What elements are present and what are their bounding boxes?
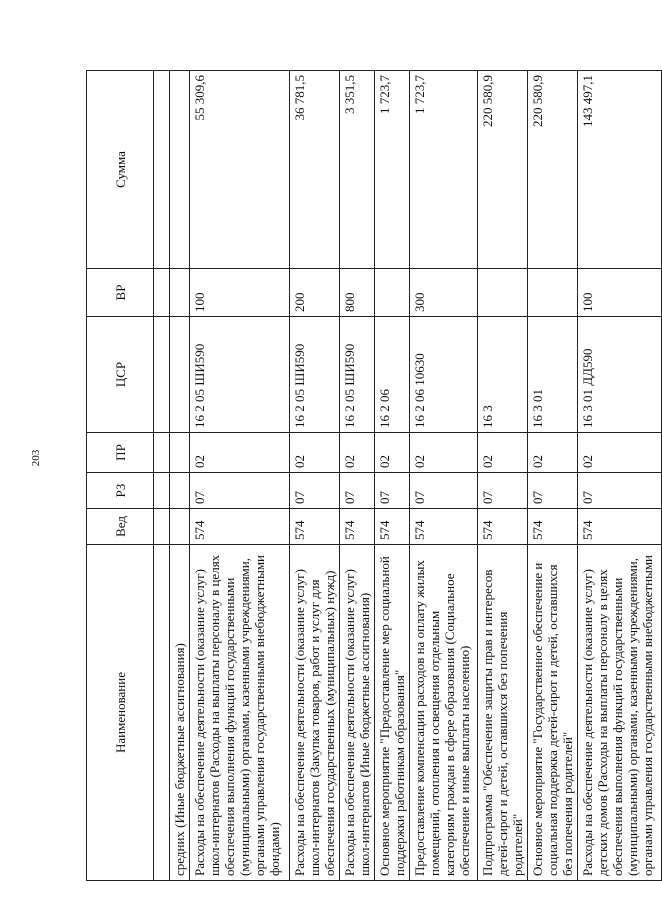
cell-csr: 16 2 06 <box>375 317 410 433</box>
cell-rz <box>170 473 190 509</box>
cell-rz: 07 <box>410 473 478 509</box>
table-header-row <box>87 71 154 881</box>
table-row <box>410 71 478 881</box>
cell-sum: 55 309,6 <box>190 71 290 269</box>
cell-ved: 574 <box>340 509 375 545</box>
cell-pr: 02 <box>290 433 340 473</box>
cell-rz: 07 <box>528 473 578 509</box>
cell-csr: 16 3 <box>478 317 528 433</box>
cell-pr: 02 <box>340 433 375 473</box>
table-row <box>375 71 410 881</box>
table-row <box>478 71 528 881</box>
header-sum: Сумма <box>87 71 154 269</box>
cell-csr <box>170 317 190 433</box>
header-rz: РЗ <box>87 473 154 509</box>
cell-rz: 07 <box>478 473 528 509</box>
cell-sum <box>170 71 190 269</box>
cell-name: Расходы на обеспечение деятельности (оказание услуг) школ-интернатов (Закупка товаров, работ и услуг для обеспечения государственных (муниципальных) нужд) <box>290 545 340 881</box>
budget-table <box>86 70 662 881</box>
header-pr: ПР <box>87 433 154 473</box>
cell-pr: 02 <box>528 433 578 473</box>
cell-vr: 300 <box>410 269 478 317</box>
cell-vr <box>375 269 410 317</box>
cell-pr: 02 <box>478 433 528 473</box>
cell-ved <box>170 509 190 545</box>
cell-pr: 02 <box>190 433 290 473</box>
table-row <box>340 71 375 881</box>
rotated-table-container <box>86 71 655 881</box>
table-row <box>290 71 340 881</box>
cell-name: Основное мероприятие "Государственное обеспечение и социальная поддержка детей-сирот и детей, оставшихся без попечения родителей" <box>528 545 578 881</box>
cell-name: Расходы на обеспечение деятельности (оказание услуг) школ-интернатов (Иные бюджетные ассигнования) <box>340 545 375 881</box>
cell-pr: 02 <box>375 433 410 473</box>
cell-ved: 574 <box>578 509 662 545</box>
cell-rz: 07 <box>375 473 410 509</box>
table-row <box>528 71 578 881</box>
cell-ved: 574 <box>410 509 478 545</box>
table-row <box>578 71 662 881</box>
cell-sum: 36 781,5 <box>290 71 340 269</box>
cell-sum: 220 580,9 <box>478 71 528 269</box>
cell-ved: 574 <box>528 509 578 545</box>
cell-name: Расходы на обеспечение деятельности (оказание услуг) детских домов (Расходы на выплаты персоналу в целях обеспечения выполнения функций государственными (муниципальными) органами, казенными учреждениями, органами управления государственными внебюджетными <box>578 545 662 881</box>
cell-csr: 16 2 05 ШИ590 <box>290 317 340 433</box>
cell-pr <box>170 433 190 473</box>
cell-pr: 02 <box>410 433 478 473</box>
cell-csr: 16 2 06 10630 <box>410 317 478 433</box>
header-vr: ВР <box>87 269 154 317</box>
cell-vr <box>170 269 190 317</box>
cell-name: Основное мероприятие "Предоставление мер социальной поддержки работникам образования" <box>375 545 410 881</box>
table-spacer-row <box>154 71 170 881</box>
cell-pr: 02 <box>578 433 662 473</box>
cell-ved: 574 <box>375 509 410 545</box>
cell-sum: 220 580,9 <box>528 71 578 269</box>
cell-name: Расходы на обеспечение деятельности (оказание услуг) школ-интернатов (Расходы на выплаты персоналу в целях обеспечения выполнения функций государственными (муниципальными) органами, казенными учреждениями, органами управления государственными внебюджетными фондами) <box>190 545 290 881</box>
cell-csr: 16 3 01 ДД590 <box>578 317 662 433</box>
cell-sum: 3 351,5 <box>340 71 375 269</box>
cell-ved: 574 <box>290 509 340 545</box>
cell-rz: 07 <box>290 473 340 509</box>
cell-sum: 143 497,1 <box>578 71 662 269</box>
cell-name: Подпрограмма "Обеспечение защиты прав и интересов детей-сирот и детей, оставшихся без попечения родителей" <box>478 545 528 881</box>
cell-vr: 800 <box>340 269 375 317</box>
cell-name: средних (Иные бюджетные ассигнования) <box>170 545 190 881</box>
cell-vr <box>478 269 528 317</box>
page-number: 203 <box>30 449 42 467</box>
cell-vr: 100 <box>578 269 662 317</box>
cell-ved: 574 <box>478 509 528 545</box>
cell-csr: 16 3 01 <box>528 317 578 433</box>
cell-rz: 07 <box>340 473 375 509</box>
header-csr: ЦСР <box>87 317 154 433</box>
table-row <box>170 71 190 881</box>
cell-sum: 1 723,7 <box>410 71 478 269</box>
cell-csr: 16 2 05 ШИ590 <box>190 317 290 433</box>
cell-name: Предоставление компенсации расходов на оплату жилых помещений, отопления и освещения отдельным категориям граждан в сфере образования (Социальное обеспечение и иные выплаты населению) <box>410 545 478 881</box>
cell-vr: 200 <box>290 269 340 317</box>
cell-vr: 100 <box>190 269 290 317</box>
cell-ved: 574 <box>190 509 290 545</box>
header-ved: Вед <box>87 509 154 545</box>
header-name: Наименование <box>87 545 154 881</box>
cell-vr <box>528 269 578 317</box>
table-row <box>190 71 290 881</box>
cell-sum: 1 723,7 <box>375 71 410 269</box>
cell-rz: 07 <box>578 473 662 509</box>
cell-rz: 07 <box>190 473 290 509</box>
cell-csr: 16 2 05 ШИ590 <box>340 317 375 433</box>
